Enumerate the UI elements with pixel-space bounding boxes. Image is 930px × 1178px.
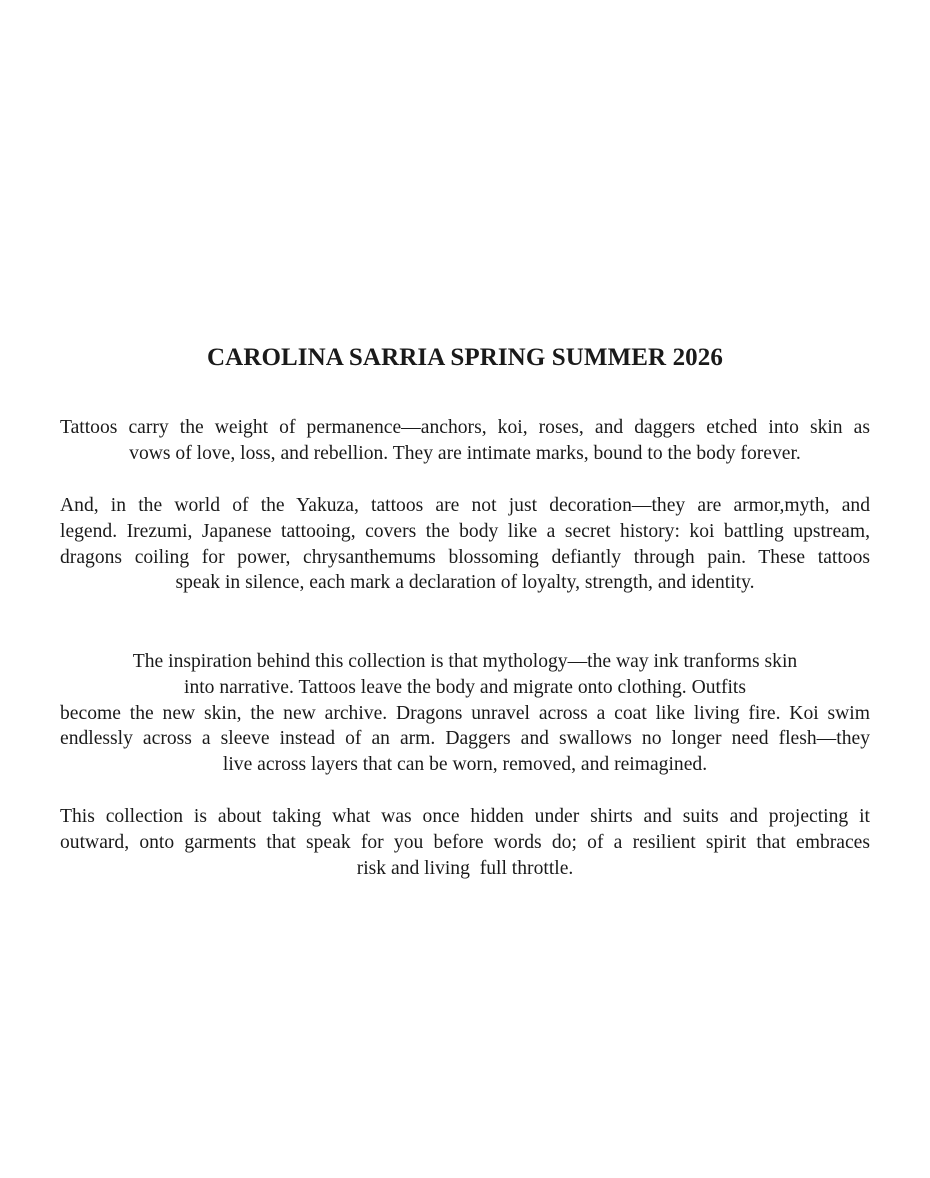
paragraph-tattoo-permanence <box>60 415 870 467</box>
text-line: legend. Irezumi, Japanese tattooing, covers the body like a secret history: koi battling upstream, <box>60 520 870 542</box>
text-line: vows of love, loss, and rebellion. They are intimate marks, bound to the body forever. <box>129 442 801 464</box>
text-line: outward, onto garments that speak for you before words do; of a resilient spirit that embraces <box>60 831 870 853</box>
text-line: become the new skin, the new archive. Dragons unravel across a coat like living fire. Koi swim <box>60 702 870 724</box>
text-line: dragons coiling for power, chrysanthemums blossoming defiantly through pain. These tattoos <box>60 546 870 568</box>
text-line: live across layers that can be worn, removed, and reimagined. <box>222 754 708 776</box>
text-line: This collection is about taking what was once hidden under shirts and suits and projecting it <box>60 806 870 827</box>
text-line: Tattoos carry the weight of permanence—anchors, koi, roses, and daggers etched into skin as <box>60 417 870 438</box>
paragraph-collection <box>60 804 870 881</box>
paragraph-inspiration <box>60 649 870 778</box>
paragraph-yakuza <box>60 493 870 596</box>
text-line: The inspiration behind this collection is that mythology—the way ink tranforms skin <box>132 651 798 672</box>
text-line: risk and living full throttle. <box>356 857 574 879</box>
text-line: And, in the world of the Yakuza, tattoos are not just decoration—they are armor,myth, and <box>60 495 870 516</box>
text-line: speak in silence, each mark a declaration of loyalty, strength, and identity. <box>175 572 755 594</box>
text-line: into narrative. Tattoos leave the body and migrate onto clothing. Outfits <box>184 676 746 698</box>
page-title: CAROLINA SARRIA SPRING SUMMER 2026 <box>207 344 723 371</box>
text-line: endlessly across a sleeve instead of an arm. Daggers and swallows no longer need flesh—they <box>60 728 870 750</box>
